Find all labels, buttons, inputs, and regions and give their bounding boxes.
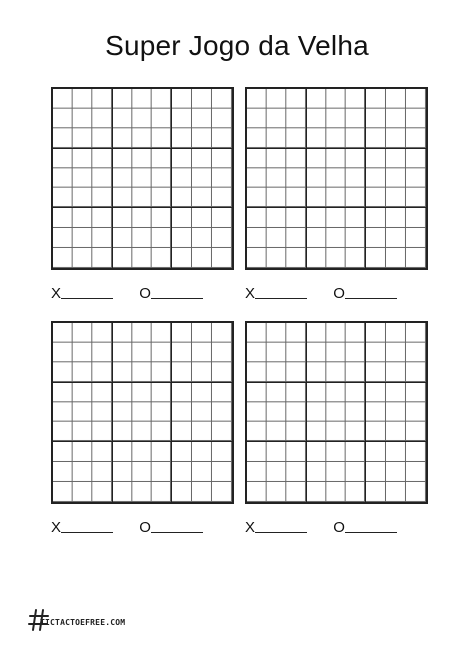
sub-board xyxy=(247,442,307,502)
o-score-label: O xyxy=(333,285,345,302)
score-line-board-2 xyxy=(245,285,397,302)
sub-board xyxy=(172,323,232,383)
x-score-label: X xyxy=(245,285,256,302)
super-tictactoe-board-2 xyxy=(245,87,428,270)
sub-board xyxy=(307,383,367,443)
page-title: Super Jogo da Velha xyxy=(105,30,369,61)
x-score-blank[interactable] xyxy=(61,298,113,299)
sub-board xyxy=(307,149,367,209)
sub-board xyxy=(366,89,426,149)
x-score-blank[interactable] xyxy=(255,532,307,533)
sub-board xyxy=(366,149,426,209)
sub-board xyxy=(172,383,232,443)
sub-board xyxy=(366,383,426,443)
sub-board xyxy=(113,323,173,383)
logo-text: TICTACTOEFREE.COM xyxy=(40,617,126,627)
super-tictactoe-board-1 xyxy=(51,87,234,270)
o-score-label: O xyxy=(139,285,151,302)
o-score-label: O xyxy=(139,519,151,536)
o-score-blank[interactable] xyxy=(345,532,397,533)
sub-board xyxy=(172,89,232,149)
site-logo[interactable] xyxy=(28,608,125,632)
sub-board xyxy=(172,442,232,502)
super-tictactoe-board-3 xyxy=(51,321,234,504)
sub-board xyxy=(113,208,173,268)
score-line-board-1 xyxy=(51,285,203,302)
sub-board xyxy=(53,149,113,209)
x-score-blank[interactable] xyxy=(255,298,307,299)
o-score-blank[interactable] xyxy=(151,532,203,533)
sub-board xyxy=(366,323,426,383)
o-score-blank[interactable] xyxy=(345,298,397,299)
sub-board xyxy=(113,442,173,502)
sub-board xyxy=(113,89,173,149)
sub-board xyxy=(307,89,367,149)
sub-board xyxy=(53,89,113,149)
sub-board xyxy=(53,442,113,502)
sub-board xyxy=(113,383,173,443)
sub-board xyxy=(247,149,307,209)
sub-board xyxy=(366,442,426,502)
sub-board xyxy=(247,208,307,268)
sub-board xyxy=(247,323,307,383)
x-score-label: X xyxy=(245,519,256,536)
super-tictactoe-board-4 xyxy=(245,321,428,504)
sub-board xyxy=(172,208,232,268)
sub-board xyxy=(307,442,367,502)
sub-board xyxy=(307,208,367,268)
sub-board xyxy=(53,383,113,443)
x-score-label: X xyxy=(51,285,62,302)
sub-board xyxy=(172,149,232,209)
score-line-board-3 xyxy=(51,519,203,536)
o-score-label: O xyxy=(333,519,345,536)
x-score-blank[interactable] xyxy=(61,532,113,533)
x-score-label: X xyxy=(51,519,62,536)
sub-board xyxy=(247,89,307,149)
sub-board xyxy=(307,323,367,383)
score-line-board-4 xyxy=(245,519,397,536)
sub-board xyxy=(366,208,426,268)
o-score-blank[interactable] xyxy=(151,298,203,299)
sub-board xyxy=(53,208,113,268)
sub-board xyxy=(113,149,173,209)
sub-board xyxy=(247,383,307,443)
sub-board xyxy=(53,323,113,383)
